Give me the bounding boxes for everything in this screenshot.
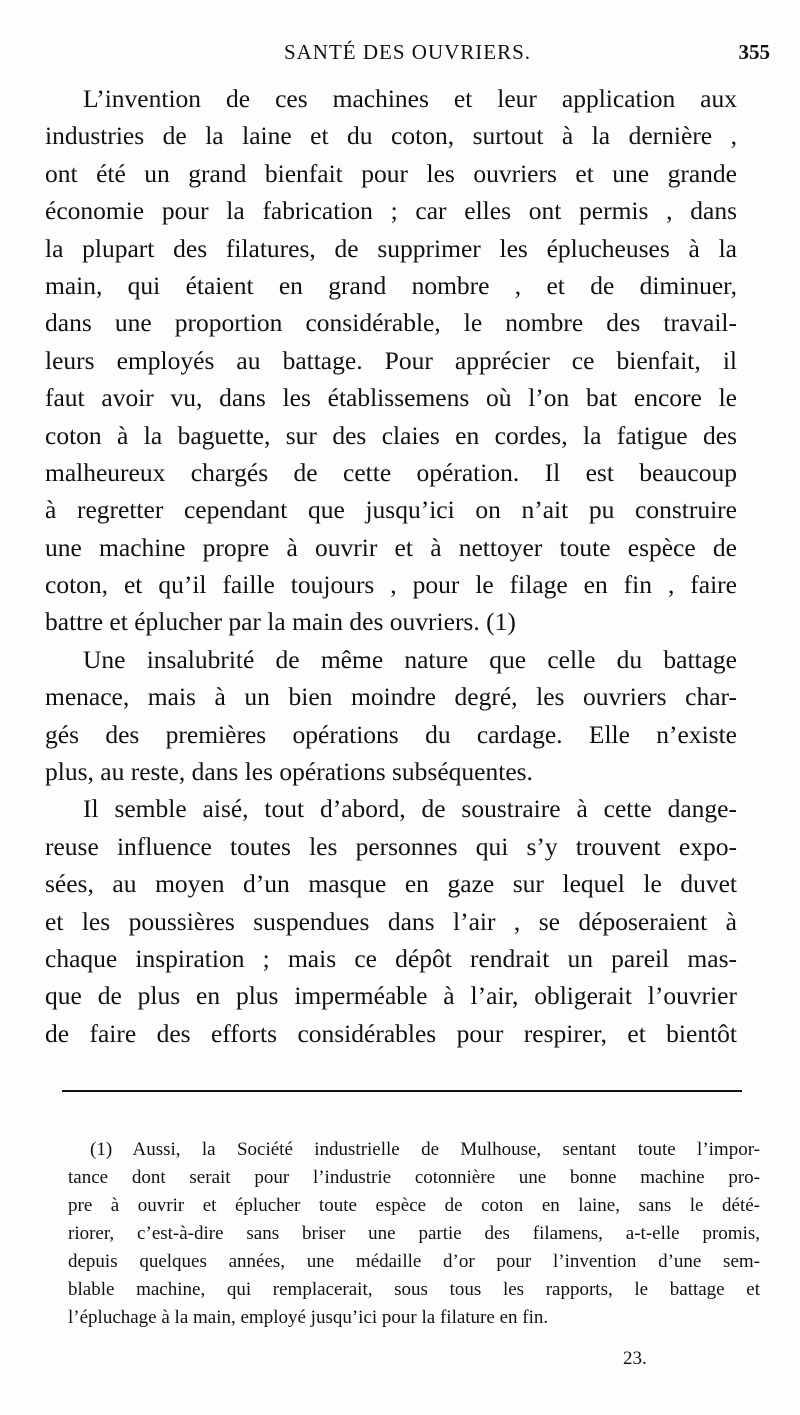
body-line: industries de la laine et du coton, surtout à la dernière , — [45, 121, 737, 151]
running-head — [45, 40, 770, 70]
body-line: économie pour la fabrication ; car elles ont permis , dans — [45, 196, 737, 226]
footnote-rule — [62, 1090, 742, 1092]
body-line: L’invention de ces machines et leur application aux — [83, 84, 737, 113]
footnote-line: riorer, c’est-à-dire sans briser une partie des filamens, a-t-elle promis, — [68, 1223, 760, 1244]
body-line: Il semble aisé, tout d’abord, de soustraire à cette dange- — [83, 794, 737, 824]
body-line: gés des premières opérations du cardage. Elle n’existe — [45, 719, 737, 749]
body-text — [45, 80, 737, 1052]
body-line: Une insalubrité de même nature que celle du battage — [83, 644, 737, 674]
body-line: chaque inspiration ; mais ce dépôt rendrait un pareil mas- — [45, 943, 737, 973]
signature-mark: 23. — [623, 1348, 647, 1369]
body-line: ont été un grand bienfait pour les ouvriers et une grande — [45, 158, 737, 188]
body-line: à regretter cependant que jusqu’ici on n’ait pu construire — [45, 495, 737, 525]
body-line: battre et éplucher par la main des ouvriers. (1) — [45, 607, 516, 637]
body-line: la plupart des filatures, de supprimer les éplucheuses à la — [45, 233, 737, 263]
body-line: menace, mais à un bien moindre degré, les ouvriers char- — [45, 682, 737, 712]
body-line: leurs employés au battage. Pour apprécier ce bienfait, il — [45, 345, 737, 375]
page-number: 355 — [738, 40, 770, 64]
body-line: malheureux chargés de cette opération. Il est beaucoup — [45, 457, 737, 487]
running-head-title: SANTÉ DES OUVRIERS. — [283, 40, 532, 64]
body-line: coton à la baguette, sur des claies en cordes, la fatigue des — [45, 420, 737, 450]
footnote-line: depuis quelques années, une médaille d’or pour l’invention d’une sem- — [68, 1251, 760, 1272]
body-line: et les poussières suspendues dans l’air , se déposeraient à — [45, 906, 737, 936]
body-line: coton, et qu’il faille toujours , pour le filage en fin , faire — [45, 570, 737, 600]
body-line: dans une proportion considérable, le nombre des travail- — [45, 308, 737, 338]
body-line: de faire des efforts considérables pour respirer, et bientôt — [45, 1018, 737, 1048]
body-line: faut avoir vu, dans les établissemens où l’on bat encore le — [45, 383, 737, 413]
body-line: reuse influence toutes les personnes qui s’y trouvent expo- — [45, 831, 737, 861]
body-line: que de plus en plus imperméable à l’air, obligerait l’ouvrier — [45, 981, 737, 1011]
body-line: une machine propre à ouvrir et à nettoyer toute espèce de — [45, 532, 737, 562]
body-line: sées, au moyen d’un masque en gaze sur lequel le duvet — [45, 869, 737, 899]
footnote-line: tance dont serait pour l’industrie cotonnière une bonne machine pro- — [68, 1167, 760, 1188]
footnote — [68, 1136, 760, 1332]
footnote-line: (1) Aussi, la Société industrielle de Mulhouse, sentant toute l’impor- — [90, 1139, 760, 1160]
footnote-line: l’épluchage à la main, employé jusqu’ici pour la filature en fin. — [68, 1307, 549, 1328]
body-line: plus, au reste, dans les opérations subséquentes. — [45, 757, 533, 787]
footnote-line: blable machine, qui remplacerait, sous tous les rapports, le battage et — [68, 1279, 760, 1300]
body-line: main, qui étaient en grand nombre , et de diminuer, — [45, 270, 737, 300]
footnote-line: pre à ouvrir et éplucher toute espèce de coton en laine, sans le dété- — [68, 1195, 760, 1216]
